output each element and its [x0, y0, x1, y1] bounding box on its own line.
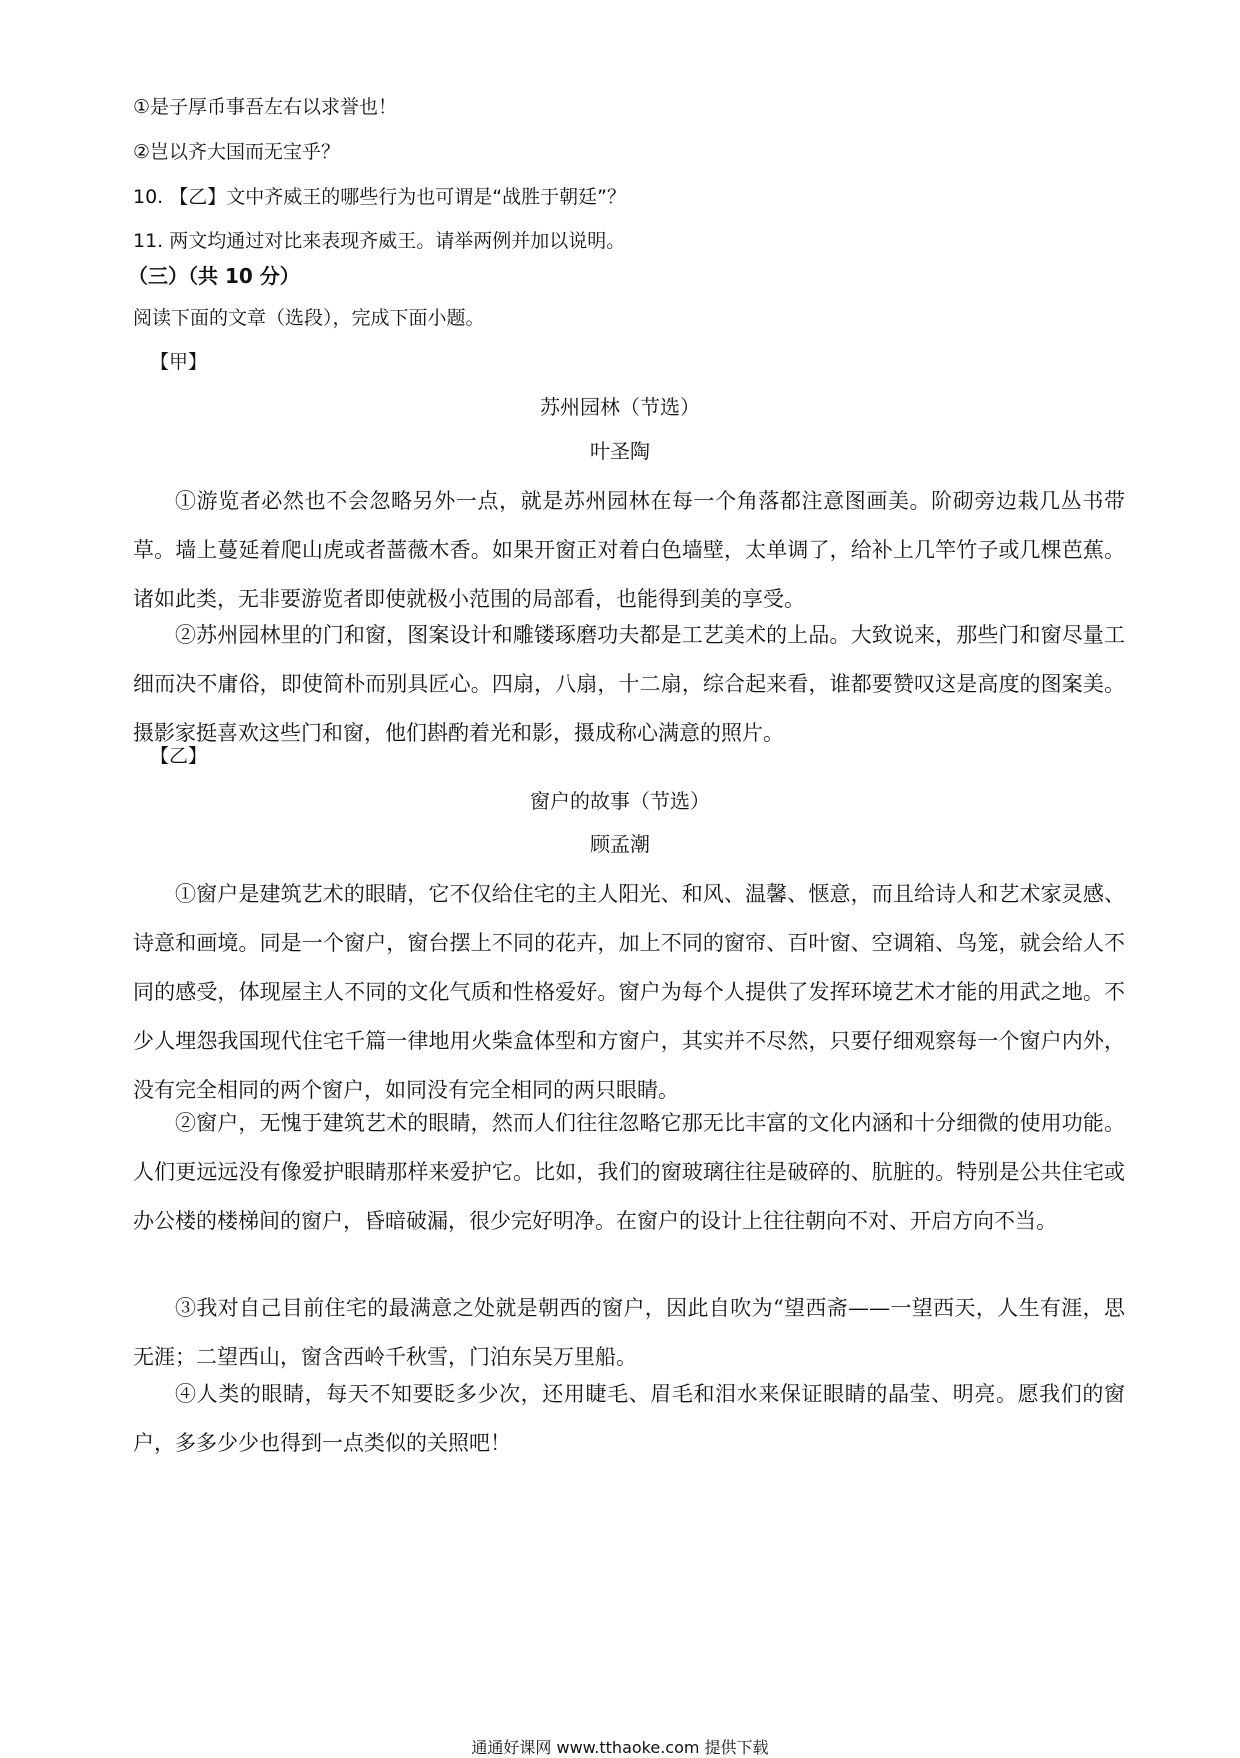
part-a-paragraph-1: ①游览者必然也不会忽略另外一点，就是苏州园林在每一个角落都注意图画美。阶砌旁边栽几丛书带草。墙上蔓延着爬山虎或者蔷薇木香。如果开窗正对着白色墙壁，太单调了，给补上几竿竹子或几棵芭蕉。诸如此类，无非要游览者即使就极小范围的局部看，也能得到美的享受。 — [133, 489, 1125, 611]
part-b-label: 【乙】 — [150, 745, 208, 767]
part-b-paragraph-1: ①窗户是建筑艺术的眼睛，它不仅给住宅的主人阳光、和风、温馨、惬意，而且给诗人和艺术家灵感、诗意和画境。同是一个窗户，窗台摆上不同的花卉，加上不同的窗帘、百叶窗、空调箱、鸟笼，就会给人不同的感受，体现屋主人不同的文化气质和性格爱好。窗户为每个人提供了发挥环境艺术才能的用武之地。不少人埋怨我国现代住宅千篇一律地用火柴盒体型和方窗户，其实并不尽然，只要仔细观察每一个窗户内外，没有完全相同的两个窗户，如同没有完全相同的两只眼睛。 — [133, 882, 1125, 1102]
reading-instruction: 阅读下面的文章（选段），完成下面小题。 — [133, 307, 485, 329]
part-b-paragraph-2: ②窗户，无愧于建筑艺术的眼睛，然而人们往往忽略它那无比丰富的文化内涵和十分细微的使用功能。人们更远远没有像爱护眼睛那样来爱护它。比如，我们的窗玻璃往往是破碎的、肮脏的。特别是公共住宅或办公楼的楼梯间的窗户，昏暗破漏，很少完好明净。在窗户的设计上往往朝向不对、开启方向不当。 — [133, 1111, 1125, 1233]
part-b-paragraph-4: ④人类的眼睛，每天不知要眨多少次，还用睫毛、眉毛和泪水来保证眼睛的晶莹、明亮。愿我们的窗户，多多少少也得到一点类似的关照吧！ — [133, 1382, 1125, 1455]
question-10: 10. 【乙】文中齐威王的哪些行为也可谓是“战胜于朝廷”？ — [133, 186, 626, 208]
part-b-paragraph-3: ③我对自己目前住宅的最满意之处就是朝西的窗户，因此自吹为“望西斋——一望西天，人生有涯，思无涯；二望西山，窗含西岭千秋雪，门泊东吴万里船。 — [133, 1296, 1125, 1369]
classical-sentence-2: ②岂以齐大国而无宝乎？ — [133, 141, 341, 163]
part-a-author: 叶圣陶 — [590, 439, 650, 463]
part-a-paragraph-2: ②苏州园林里的门和窗，图案设计和雕镂琢磨功夫都是工艺美术的上品。大致说来，那些门和窗尽量工细而决不庸俗，即使简朴而别具匠心。四扇，八扇，十二扇，综合起来看，谁都要赞叹这是高度的图案美。摄影家挺喜欢这些门和窗，他们斟酌着光和影，摄成称心满意的照片。 — [133, 623, 1125, 745]
part-a-label: 【甲】 — [150, 351, 208, 373]
question-11: 11. 两文均通过对比来表现齐威王。请举两例并加以说明。 — [133, 230, 626, 252]
part-b-author: 顾孟潮 — [590, 832, 650, 856]
footer-source: 通通好课网 www.tthaoke.com 提供下载 — [471, 1738, 769, 1757]
section-heading: （三）（共 10 分） — [128, 264, 300, 288]
part-a-title: 苏州园林（节选） — [540, 395, 700, 419]
part-b-title: 窗户的故事（节选） — [530, 789, 710, 813]
classical-sentence-1: ①是子厚币事吾左右以求誉也！ — [133, 96, 398, 118]
